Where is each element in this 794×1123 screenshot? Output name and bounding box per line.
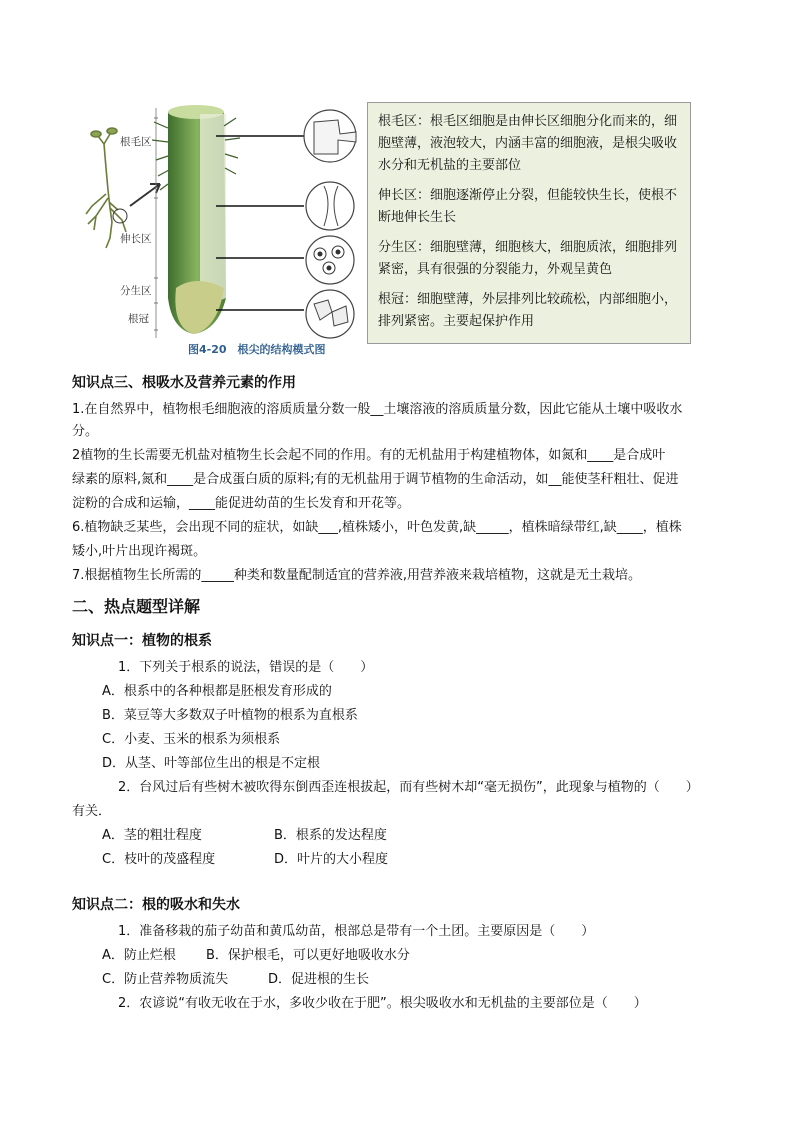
label-root-cap: 根冠 [128,313,149,325]
note-elongation-zone: 伸长区：细胞逐渐停止分裂，但能较快生长，使根不断地伸长生长 [378,188,678,225]
section3-line: 绿素的原料,氮和____是合成蛋白质的原料;有的无机盐用于调节植物的生命活动，如__能使茎秆粗壮、促进 [72,472,679,487]
kp2-q1-option: D．促进根的生长 [268,972,370,987]
kp2-q2-stem: 2．农谚说“有收无收在于水，多收少收在于肥”。根尖吸收水和无机盐的主要部位是（ ） [118,996,647,1011]
figure-caption: 图4-20 根尖的结构模式图 [188,343,326,356]
label-elongation-zone: 伸长区 [120,233,152,245]
elongation-cell-circle [306,182,354,230]
section3-line: 7.根据植物生长所需的_____种类和数量配制适宜的营养液,用营养液来栽培植物，这就是无土栽培。 [72,568,642,583]
kp1-q2-option: C．枝叶的茂盛程度 [102,852,216,867]
kp1-q1-option: C．小麦、玉米的根系为须根系 [102,732,281,747]
section3-line: 分。 [72,424,99,439]
part2-title: 二、热点题型详解 [72,597,201,616]
label-meristem-zone: 分生区 [120,285,152,297]
meristem-cell-circle [306,236,354,284]
kp1-q2-option: D．叶片的大小程度 [274,852,389,867]
zoom-circle [113,209,127,223]
kp1-title: 知识点一：植物的根系 [72,633,212,649]
kp1-q2-option: A．茎的粗壮程度 [102,828,202,843]
kp2-q1-option: A．防止烂根 [102,948,176,963]
zoom-arrow [130,184,160,206]
section3-line: 6.植物缺乏某些，会出现不同的症状，如缺___,植株矮小，叶色发黄,缺_____，植株暗绿带红,缺____，植株 [72,520,682,535]
note-root-cap: 根冠：细胞壁薄，外层排列比较疏松，内部细胞小，排列紧密。主要起保护作用 [378,292,678,329]
root-zones-notebox [367,102,691,344]
kp1-q1-option: D．从茎、叶等部位生出的根是不定根 [102,756,321,771]
section3-line: 1.在自然界中，植物根毛细胞液的溶质质量分数一般__土壤溶液的溶质质量分数，因此它能从土壤中吸收水 [72,402,683,417]
root-tip-diagram [76,98,360,362]
label-root-hair-zone: 根毛区 [120,136,152,148]
kp1-q2-stem-cont: 有关． [72,804,112,819]
section3-line: 2植物的生长需要无机盐对植物生长会起不同的作用。有的无机盐用于构建植物体，如氮和____是合成叶 [72,448,666,463]
kp1-q1-option: B．菜豆等大多数双子叶植物的根系为直根系 [102,708,358,723]
section3-line: 淀粉的合成和运输，____能促进幼苗的生长发育和开花等。 [72,496,411,511]
kp1-q1-stem: 1．下列关于根系的说法，错误的是（ ） [118,660,374,675]
kp1-q2-stem: 2．台风过后有些树木被吹得东倒西歪连根拔起，而有些树木却“毫无损伤”，此现象与植物的（ ） [118,780,699,795]
section3-line: 矮小,叶片出现许褐斑。 [72,544,207,559]
section3-title: 知识点三、根吸水及营养元素的作用 [72,375,296,391]
kp2-q1-option: C．防止营养物质流失 [102,972,229,987]
kp2-q1-option: B．保护根毛，可以更好地吸收水分 [206,948,410,963]
kp2-title: 知识点二：根的吸水和失水 [72,897,240,913]
kp2-q1-stem: 1．准备移栽的茄子幼苗和黄瓜幼苗，根部总是带有一个土团。主要原因是（ ） [118,924,595,939]
note-root-hair-zone: 根毛区：根毛区细胞是由伸长区细胞分化而来的，细胞壁薄，液泡较大，内涵丰富的细胞液，是根尖吸收水分和无机盐的主要部位 [378,114,678,173]
root-tip-figure [76,98,360,362]
kp1-q1-option: A．根系中的各种根都是胚根发育形成的 [102,684,332,699]
kp1-q2-option: B．根系的发达程度 [274,828,387,843]
note-meristem-zone: 分生区：细胞壁薄，细胞核大，细胞质浓，细胞排列紧密，具有很强的分裂能力，外观呈黄色 [378,240,678,277]
